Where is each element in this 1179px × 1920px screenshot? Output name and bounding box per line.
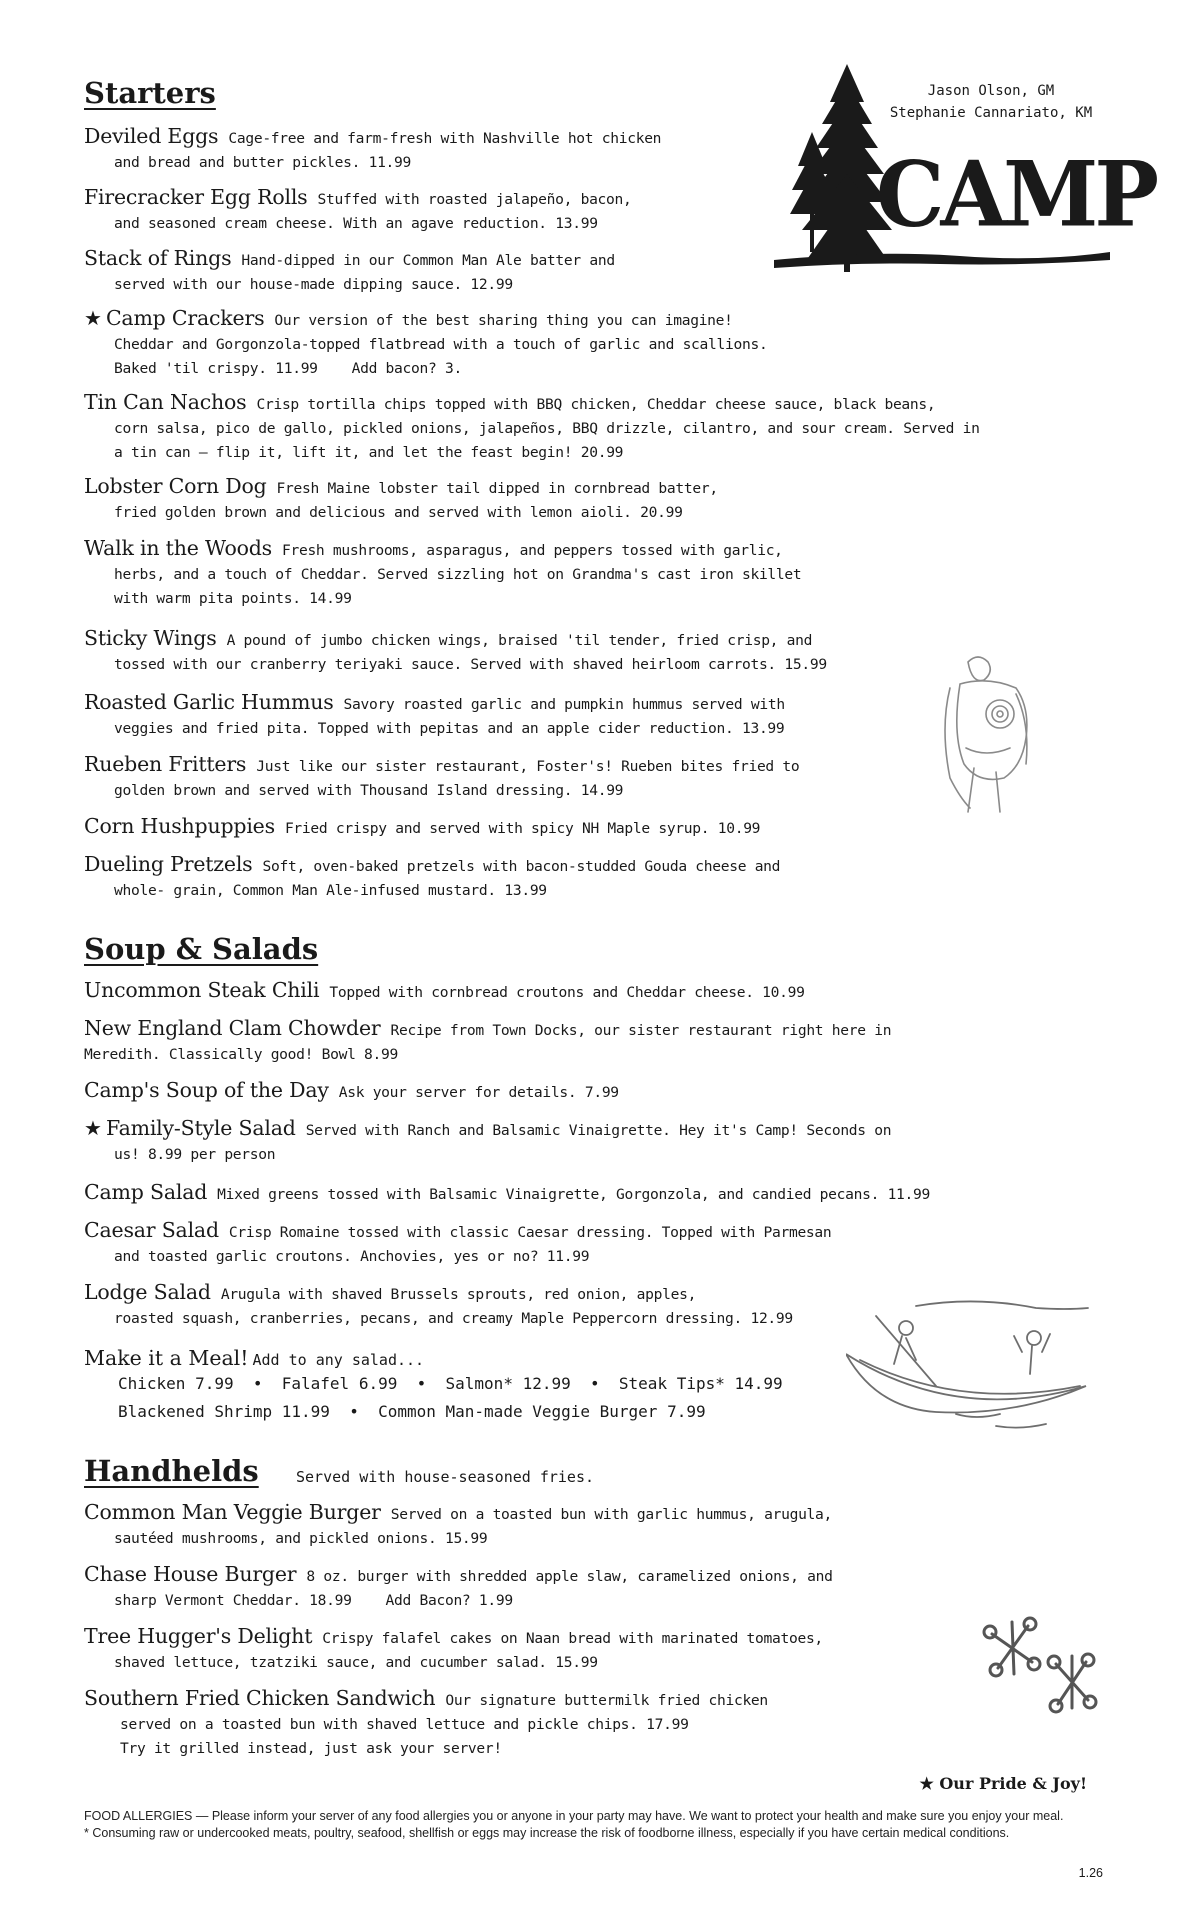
item-name: Chase House Burger xyxy=(84,1562,297,1586)
handhelds-title: Handhelds xyxy=(84,1454,259,1488)
menu-item xyxy=(84,814,1004,841)
item-name: Camp's Soup of the Day xyxy=(84,1078,329,1102)
item-desc-cont: golden brown and served with Thousand Island dressing. 14.99 xyxy=(114,782,624,799)
item-desc-cont: Cheddar and Gorgonzola-topped flatbread with a touch of garlic and scallions. xyxy=(114,336,768,353)
item-desc: Served on a toasted bun with garlic hummus, arugula, xyxy=(390,1506,833,1523)
item-name: Roasted Garlic Hummus xyxy=(84,690,334,714)
menu-item xyxy=(84,1016,1004,1067)
item-name: Rueben Fritters xyxy=(84,752,247,776)
item-desc-cont: sharp Vermont Cheddar. 18.99 Add Bacon? 1.99 xyxy=(114,1592,513,1609)
item-desc: Recipe from Town Docks, our sister restaurant right here in xyxy=(390,1022,892,1039)
item-desc-cont: fried golden brown and delicious and served with lemon aioli. 20.99 xyxy=(114,504,683,521)
item-desc-cont: Meredith. Classically good! Bowl 8.99 xyxy=(84,1046,398,1063)
item-desc-cont: Baked 'til crispy. 11.99 Add bacon? 3. xyxy=(114,360,462,377)
item-desc-cont: roasted squash, cranberries, pecans, and creamy Maple Peppercorn dressing. 12.99 xyxy=(114,1310,793,1327)
canoe-illustration xyxy=(846,1296,1096,1451)
menu-item xyxy=(84,752,1004,803)
item-name: Camp Salad xyxy=(84,1180,208,1204)
meal-options: Chicken 7.99 • Falafel 6.99 • Salmon* 12.99 • Steak Tips* 14.99 xyxy=(118,1374,783,1393)
item-desc-cont: whole- grain, Common Man Ale-infused mustard. 13.99 xyxy=(114,882,547,899)
item-desc: Crisp Romaine tossed with classic Caesar dressing. Topped with Parmesan xyxy=(228,1224,832,1241)
item-name: Firecracker Egg Rolls xyxy=(84,185,308,209)
item-desc: Fresh Maine lobster tail dipped in cornbread batter, xyxy=(276,480,718,497)
item-desc: Hand-dipped in our Common Man Ale batter and xyxy=(241,252,615,269)
menu-item xyxy=(84,1562,1004,1613)
menu-item xyxy=(84,626,1004,677)
item-desc: Topped with cornbread croutons and Cheddar cheese. 10.99 xyxy=(329,984,805,1001)
meal-desc: Add to any salad... xyxy=(252,1351,425,1369)
item-name: Tin Can Nachos xyxy=(84,390,247,414)
item-name: Lodge Salad xyxy=(84,1280,211,1304)
meal-options: Blackened Shrimp 11.99 • Common Man-made Veggie Burger 7.99 xyxy=(118,1402,706,1421)
item-desc-cont: veggies and fried pita. Topped with pepitas and an apple cider reduction. 13.99 xyxy=(114,720,785,737)
item-desc-cont: Try it grilled instead, just ask your server! xyxy=(120,1740,502,1757)
item-name: Uncommon Steak Chili xyxy=(84,978,320,1002)
manager-gm: Jason Olson, GM xyxy=(927,83,1055,99)
menu-item xyxy=(84,852,1004,903)
menu-item xyxy=(84,978,1004,1005)
menu-item xyxy=(84,1500,1004,1551)
item-name: Walk in the Woods xyxy=(84,536,272,560)
item-desc-cont: with warm pita points. 14.99 xyxy=(114,590,352,607)
jacks-icon xyxy=(972,1604,1102,1714)
item-name: Lobster Corn Dog xyxy=(84,474,267,498)
hiker-illustration xyxy=(930,648,1050,823)
menu-item xyxy=(84,1624,1004,1675)
item-desc: Mixed greens tossed with Balsamic Vinaigrette, Gorgonzola, and candied pecans. 11.99 xyxy=(217,1186,930,1203)
item-desc: Soft, oven-baked pretzels with bacon-studded Gouda cheese and xyxy=(262,858,781,875)
menu-item xyxy=(84,185,1004,236)
menu-version: 1.26 xyxy=(1078,1866,1103,1880)
item-name: Tree Hugger's Delight xyxy=(84,1624,313,1648)
handhelds-note: Served with house-seasoned fries. xyxy=(296,1468,595,1486)
item-name: Stack of Rings xyxy=(84,246,232,270)
menu-item xyxy=(84,124,1004,175)
item-desc: 8 oz. burger with shredded apple slaw, caramelized onions, and xyxy=(306,1568,833,1585)
item-desc: Our signature buttermilk fried chicken xyxy=(445,1692,768,1709)
item-desc-cont: a tin can — flip it, lift it, and let the feast begin! 20.99 xyxy=(114,444,624,461)
canoe-icon xyxy=(846,1296,1096,1446)
item-desc: A pound of jumbo chicken wings, braised 'til tender, fried crisp, and xyxy=(226,632,813,649)
jacks-illustration xyxy=(972,1604,1102,1719)
item-name: Deviled Eggs xyxy=(84,124,219,148)
raw-food-notice: * Consuming raw or undercooked meats, poultry, seafood, shellfish or eggs may increase the risk of foodborne illness, especially if you have certain medical conditions. xyxy=(84,1826,1010,1840)
starters-title: Starters xyxy=(84,76,216,110)
logo-wordmark: CAMP xyxy=(876,141,1156,248)
item-desc-cont: served with our house-made dipping sauce. 12.99 xyxy=(114,276,513,293)
menu-item xyxy=(84,1686,1004,1761)
star-icon: ★ xyxy=(84,1116,102,1140)
item-desc-cont: shaved lettuce, tzatziki sauce, and cucumber salad. 15.99 xyxy=(114,1654,598,1671)
item-desc-cont: and toasted garlic croutons. Anchovies, yes or no? 11.99 xyxy=(114,1248,590,1265)
manager-km: Stephanie Cannariato, KM xyxy=(889,105,1093,121)
menu-item xyxy=(84,1180,1004,1207)
item-name: Camp Crackers xyxy=(105,306,265,330)
managers xyxy=(856,80,1126,124)
item-desc-cont: sautéed mushrooms, and pickled onions. 15.99 xyxy=(114,1530,488,1547)
item-desc-cont: and seasoned cream cheese. With an agave reduction. 13.99 xyxy=(114,215,598,232)
allergy-notice: FOOD ALLERGIES — Please inform your server of any food allergies you or anyone in your party may have. We want to protect your health and make sure you enjoy your meal. xyxy=(84,1809,1064,1823)
item-name: Southern Fried Chicken Sandwich xyxy=(84,1686,436,1710)
item-desc: Ask your server for details. 7.99 xyxy=(338,1084,619,1101)
menu-item xyxy=(84,474,1004,525)
item-desc-cont: and bread and butter pickles. 11.99 xyxy=(114,154,412,171)
item-desc-cont: tossed with our cranberry teriyaki sauce. Served with shaved heirloom carrots. 15.99 xyxy=(114,656,827,673)
menu-item xyxy=(84,1078,1004,1105)
hiker-icon xyxy=(930,648,1050,818)
menu-item xyxy=(84,246,1004,297)
item-desc: Fried crispy and served with spicy NH Maple syrup. 10.99 xyxy=(284,820,761,837)
menu-item xyxy=(84,1116,1004,1167)
menu-item xyxy=(84,390,1004,465)
menu-item xyxy=(84,306,1004,381)
item-desc: Cage-free and farm-fresh with Nashville hot chicken xyxy=(228,130,662,147)
item-desc-cont: corn salsa, pico de gallo, pickled onions, jalapeños, BBQ drizzle, cilantro, and sour cream. Served in xyxy=(114,420,980,437)
item-name: New England Clam Chowder xyxy=(84,1016,381,1040)
item-name: Corn Hushpuppies xyxy=(84,814,275,838)
item-desc: Fresh mushrooms, asparagus, and peppers tossed with garlic, xyxy=(281,542,783,559)
menu-item xyxy=(84,1218,1004,1269)
item-name: Common Man Veggie Burger xyxy=(84,1500,381,1524)
item-desc: Savory roasted garlic and pumpkin hummus served with xyxy=(343,696,785,713)
menu-item xyxy=(84,690,1004,741)
item-desc-cont: us! 8.99 per person xyxy=(114,1146,276,1163)
item-desc: Crispy falafel cakes on Naan bread with marinated tomatoes, xyxy=(322,1630,823,1647)
item-name: Family-Style Salad xyxy=(105,1116,296,1140)
item-name: Dueling Pretzels xyxy=(84,852,253,876)
soups-title: Soup & Salads xyxy=(84,932,319,966)
item-desc: Just like our sister restaurant, Foster's! Rueben bites fried to xyxy=(256,758,800,775)
item-desc: Crisp tortilla chips topped with BBQ chicken, Cheddar cheese sauce, black beans, xyxy=(256,396,936,413)
item-desc: Our version of the best sharing thing you can imagine! xyxy=(274,312,733,329)
item-desc-cont: served on a toasted bun with shaved lettuce and pickle chips. 17.99 xyxy=(120,1716,689,1733)
item-desc-cont: herbs, and a touch of Cheddar. Served sizzling hot on Grandma's cast iron skillet xyxy=(114,566,802,583)
item-desc: Stuffed with roasted jalapeño, bacon, xyxy=(317,191,632,208)
item-name: Caesar Salad xyxy=(84,1218,219,1242)
item-desc: Served with Ranch and Balsamic Vinaigrette. Hey it's Camp! Seconds on xyxy=(305,1122,892,1139)
item-name: Sticky Wings xyxy=(84,626,217,650)
menu-item xyxy=(84,536,1004,611)
meal-title: Make it a Meal! xyxy=(84,1346,249,1370)
pride-legend: ★ Our Pride & Joy! xyxy=(919,1774,1087,1793)
item-desc: Arugula with shaved Brussels sprouts, red onion, apples, xyxy=(220,1286,697,1303)
star-icon: ★ xyxy=(84,306,102,330)
